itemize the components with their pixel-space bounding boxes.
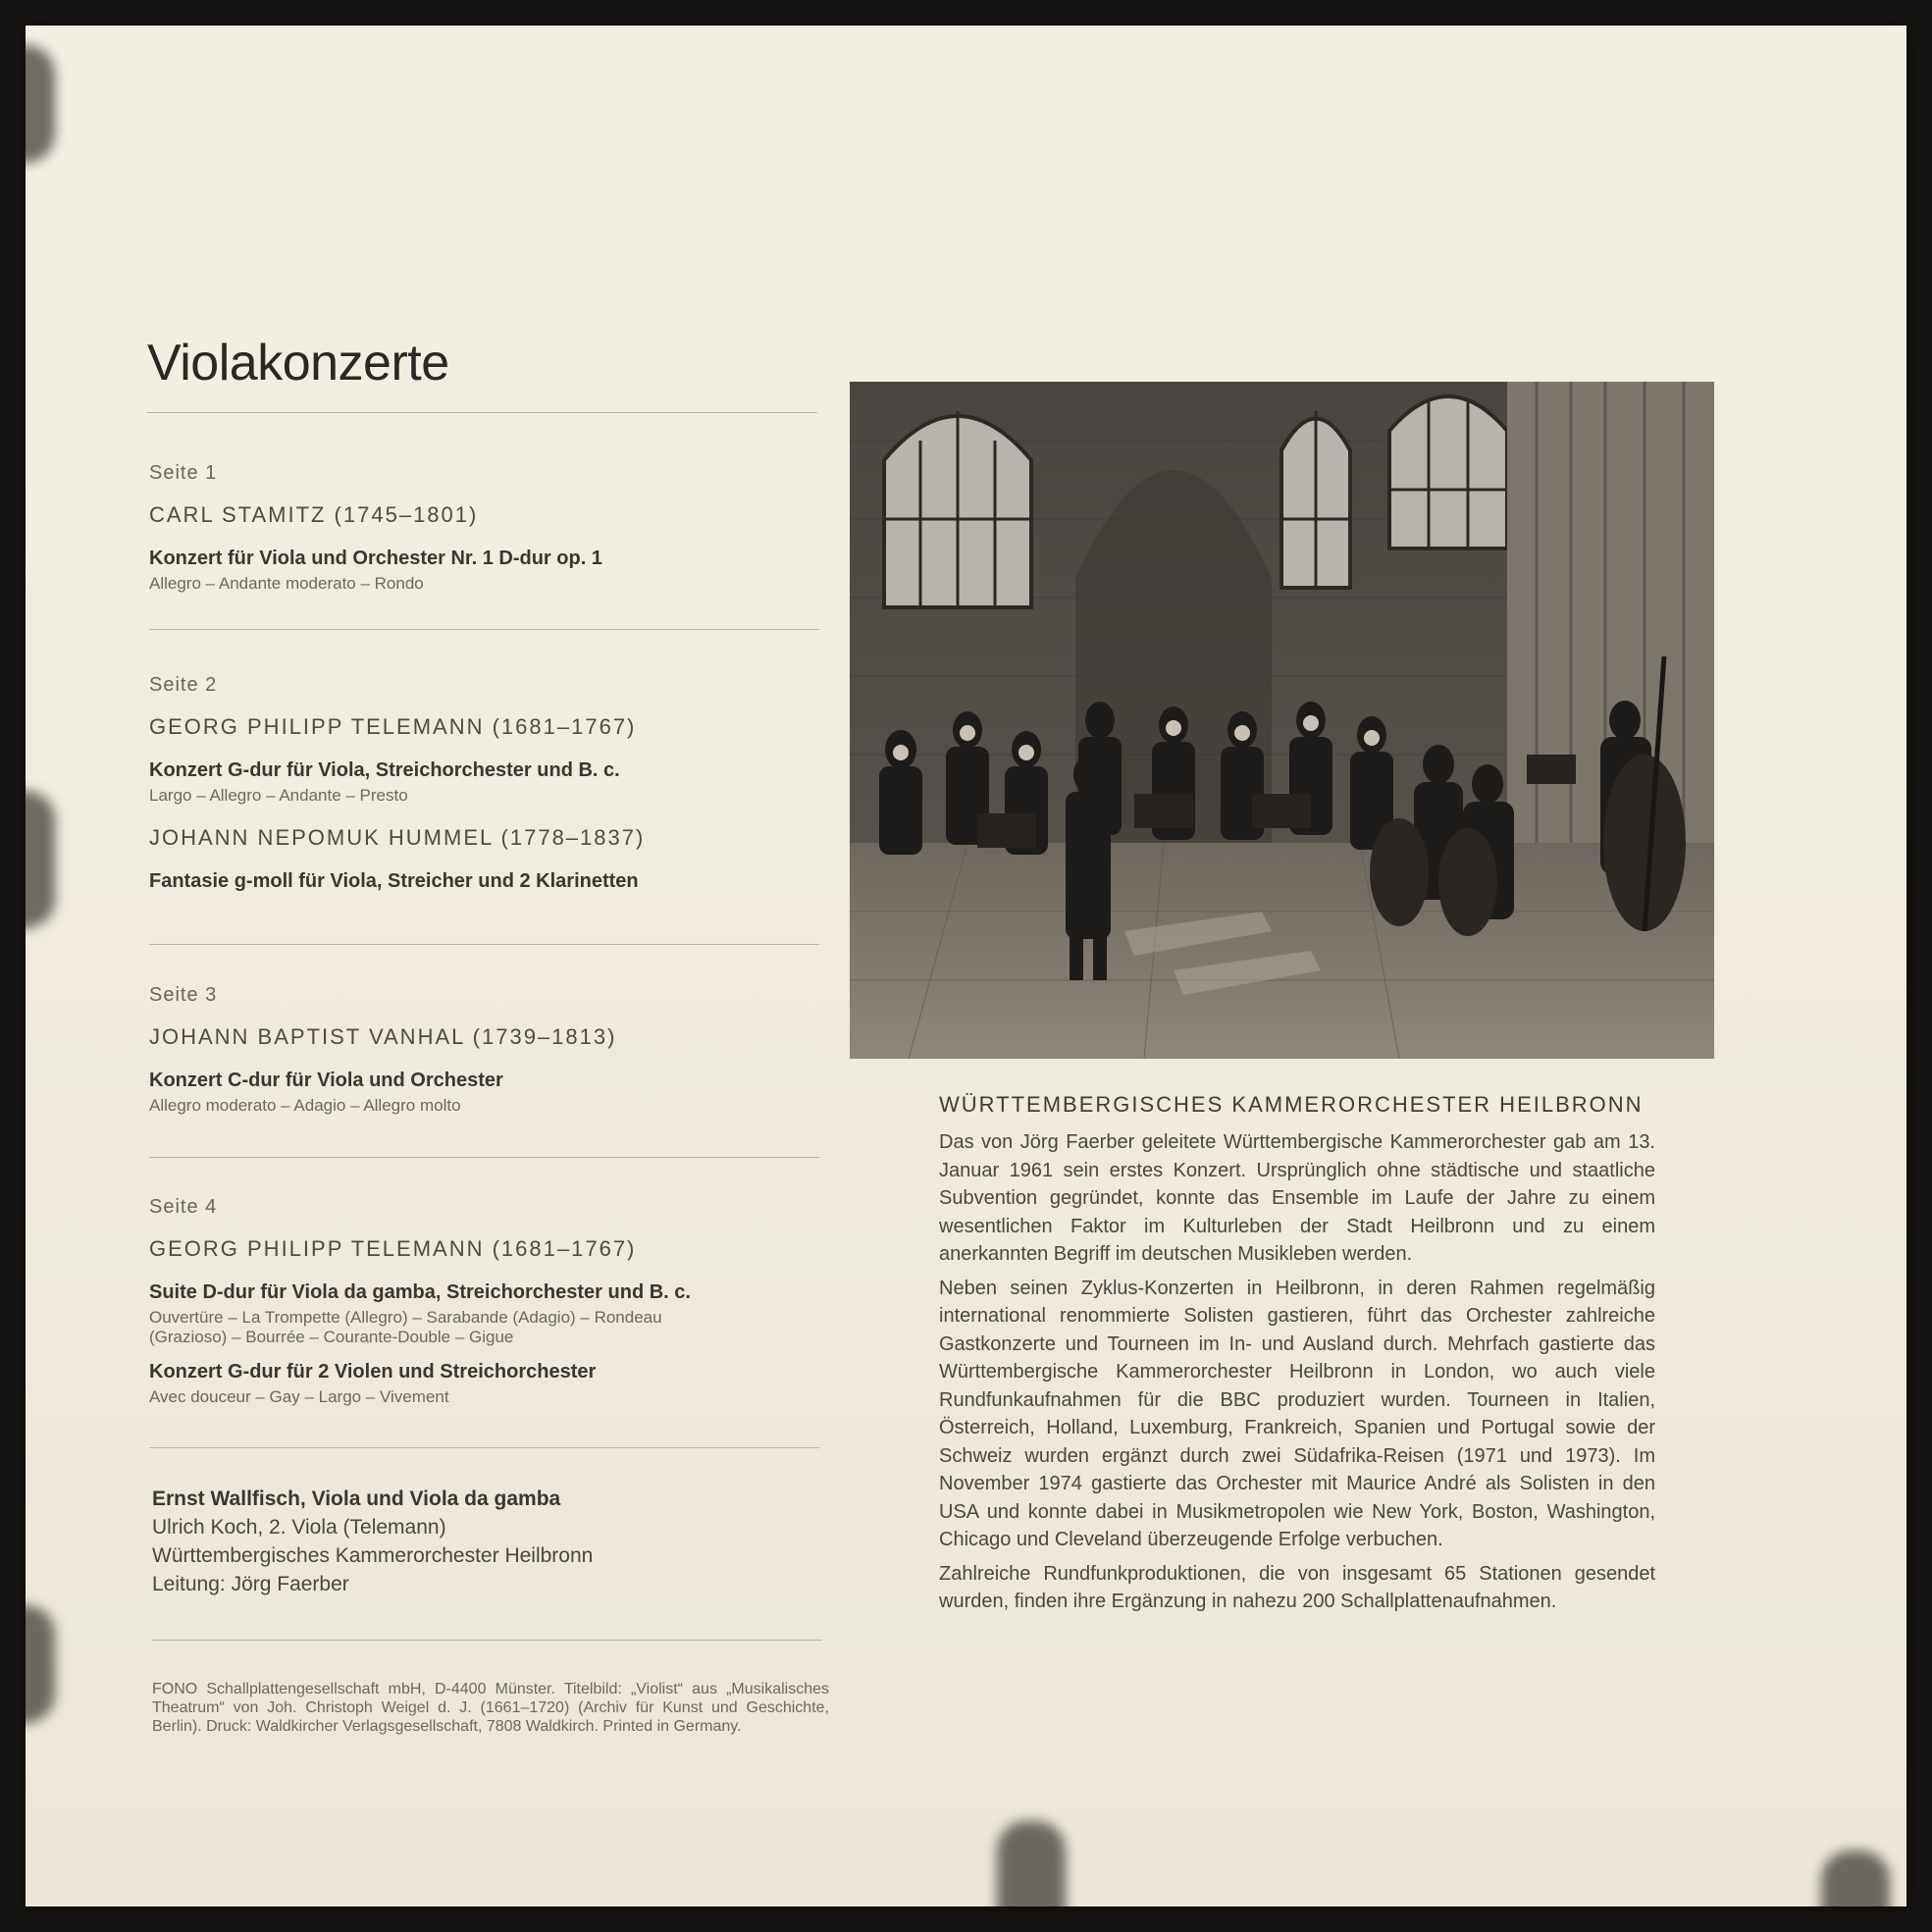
publisher-footer: FONO Schallplattengesellschaft mbH, D-4400 Münster. Titelbild: „Violist“ aus „Musikalisches Theatrum“ von Joh. Christoph Weigel d. J. (1661–1720) (Archiv für Kunst und Geschichte, Berlin). Druck: Waldkircher Verlagsgesellschaft, 7808 Waldkirch. Printed in Germany. [152, 1681, 829, 1735]
clip-shadow [1821, 1851, 1890, 1906]
side-3 [149, 984, 826, 1129]
side-label: Seite 2 [149, 674, 218, 696]
orchestra: Württembergisches Kammerorchester Heilbronn [152, 1544, 594, 1567]
paragraph: Zahlreiche Rundfunkproduktionen, die von insgesamt 65 Stationen gesendet wurden, finden ihre Ergänzung in nahezu 200 Schallplattenaufnahmen. [939, 1562, 1655, 1612]
clip-shadow [26, 1605, 55, 1723]
page-title: Violakonzerte [147, 335, 449, 392]
work-title: Konzert für Viola und Orchester Nr. 1 D-dur op. 1 [149, 548, 602, 569]
composer: CARL STAMITZ (1745–1801) [149, 502, 479, 527]
side-4 [149, 1196, 826, 1421]
work-title: Konzert G-dur für Viola, Streichorchester und B. c. [149, 759, 620, 781]
divider [149, 629, 819, 630]
side-label: Seite 3 [149, 984, 218, 1006]
movements: Allegro – Andante moderato – Rondo [149, 574, 424, 593]
paragraph: Neben seinen Zyklus-Konzerten in Heilbronn, in deren Rahmen regelmäßig international renommierte Solisten gastieren, führt das Orchester zahlreiche Gastkonzerte und Tourneen im In- und Ausland durch. Mehrfach gastierte das Württembergische Kammerorchester Heilbronn in London, wo auch viele Rundfunkaufnahmen für die BBC produziert wurden. Tourneen in Italien, Österreich, Holland, Luxemburg, Frankreich, Spanien und Portugal sowie der Schweiz wurden ergänzt durch zwei Südafrika-Reisen (1971 und 1973). Im November 1974 gastierte das Orchester mit Maurice André als Solisten in den USA und konnte dabei in Musikmetropolen wie New York, Boston, Washington, Chicago und Cleveland überzeugende Erfolge verbuchen. [939, 1277, 1655, 1550]
second-violist: Ulrich Koch, 2. Viola (Telemann) [152, 1516, 446, 1539]
orchestra-heading: WÜRTTEMBERGISCHES KAMMERORCHESTER HEILBRONN [939, 1092, 1644, 1117]
divider [149, 1447, 819, 1448]
movements: Largo – Allegro – Andante – Presto [149, 786, 408, 805]
composer: JOHANN NEPOMUK HUMMEL (1778–1837) [149, 825, 646, 850]
side-label: Seite 4 [149, 1196, 218, 1218]
side-1 [149, 462, 826, 607]
conductor: Leitung: Jörg Faerber [152, 1573, 349, 1595]
composer: GEORG PHILIPP TELEMANN (1681–1767) [149, 714, 637, 739]
movements: Allegro moderato – Adagio – Allegro molto [149, 1096, 461, 1115]
orchestra-photo [850, 382, 1714, 1059]
clip-shadow [26, 791, 55, 928]
work-title: Konzert G-dur für 2 Violen und Streichorchester [149, 1361, 597, 1383]
church-interior-image [850, 382, 1714, 1059]
work-title: Suite D-dur für Viola da gamba, Streichorchester und B. c. [149, 1281, 691, 1303]
side-2 [149, 674, 826, 897]
composer: GEORG PHILIPP TELEMANN (1681–1767) [149, 1236, 637, 1261]
movements: Avec douceur – Gay – Largo – Vivement [149, 1387, 449, 1406]
divider [152, 1640, 822, 1641]
performer-credits [152, 1485, 839, 1598]
soloist: Ernst Wallfisch, Viola und Viola da gamba [152, 1488, 561, 1510]
orchestra-biography [939, 1128, 1655, 1622]
paragraph: Das von Jörg Faerber geleitete Württembergische Kammerorchester gab am 13. Januar 1961 sein erstes Konzert. Ursprünglich ohne städtische und staatliche Subvention gegründet, konnte das Ensemble im Laufe der Jahre zu einem wesentlichen Faktor im Kulturleben der Stadt Heilbronn und zu einem anerkannten Begriff im deutschen Musikleben werden. [939, 1131, 1655, 1265]
divider [149, 1157, 819, 1158]
divider [147, 412, 817, 413]
composer: JOHANN BAPTIST VANHAL (1739–1813) [149, 1024, 617, 1049]
side-label: Seite 1 [149, 462, 218, 484]
clip-shadow [997, 1821, 1066, 1906]
work-title: Fantasie g-moll für Viola, Streicher und 2 Klarinetten [149, 870, 639, 892]
work-title: Konzert C-dur für Viola und Orchester [149, 1070, 503, 1091]
movements: Ouvertüre – La Trompette (Allegro) – Sarabande (Adagio) – Rondeau (Grazioso) – Bourrée – Courante-Double – Gigue [149, 1308, 662, 1346]
clip-shadow [26, 45, 55, 163]
divider [149, 944, 819, 945]
